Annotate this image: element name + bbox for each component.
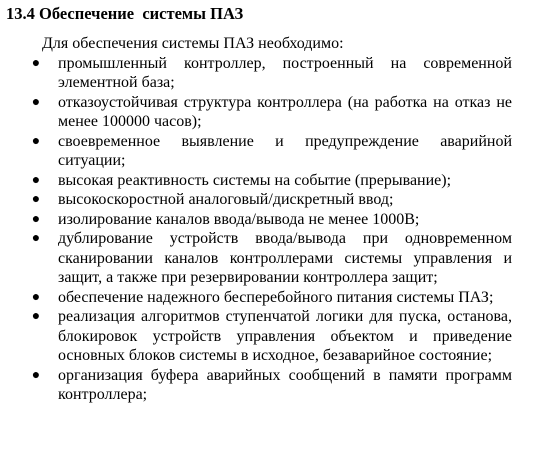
list-item-text: высокая реактивность системы на событие (прерывание);: [58, 171, 452, 189]
bullet-icon: ●: [31, 94, 41, 110]
list-item-text: обеспечение надежного бесперебойного питания системы ПАЗ;: [58, 288, 494, 306]
list-item: [30, 171, 512, 191]
bullet-icon: ●: [31, 231, 41, 246]
list-item: [30, 190, 512, 210]
list-item-text: изолирование каналов ввода/вывода не менее 1000В;: [58, 210, 420, 228]
bullet-icon: ●: [31, 55, 41, 71]
list-item-text: отказоустойчивая структура контроллера (на работка на отказ не менее 100000 часов);: [58, 93, 512, 130]
list-item: [30, 288, 512, 308]
list-item-text: организация буфера аварийных сообщений в памяти программ контроллера;: [58, 366, 512, 403]
bullet-icon: ●: [31, 367, 41, 383]
list-item: [30, 366, 512, 405]
list-item: [30, 229, 512, 288]
bullet-icon: ●: [31, 289, 41, 305]
list-item-text: промышленный контроллер, построенный на современной элементной база;: [58, 54, 512, 91]
requirements-list: [30, 54, 512, 405]
list-item: [30, 210, 512, 230]
bullet-icon: ●: [31, 211, 41, 227]
bullet-icon: ●: [31, 309, 41, 324]
list-item-text: своевременное выявление и предупреждение аварийной ситуации;: [58, 132, 512, 169]
bullet-icon: ●: [31, 192, 41, 207]
section-heading: 13.4 Обеспечение системы ПАЗ: [6, 4, 244, 23]
list-item-text: дублирование устройств ввода/вывода при одновременном сканировании каналов контроллерами системы управления и защит, а также при резервировании контроллера защит;: [58, 230, 512, 286]
list-item: [30, 54, 512, 93]
section-intro: Для обеспечения системы ПАЗ необходимо:: [42, 35, 344, 52]
bullet-icon: ●: [31, 172, 41, 188]
list-item-text: высокоскоростной аналоговый/дискретный ввод;: [58, 191, 394, 208]
list-item: [30, 307, 512, 366]
list-item-text: реализация алгоритмов ступенчатой логики для пуска, останова, блокировок устройств управления объектом и приведение основных блоков системы в исходное, безаварийное состояние;: [58, 308, 512, 364]
list-item: [30, 93, 512, 132]
list-item: [30, 132, 512, 171]
bullet-icon: ●: [31, 133, 41, 149]
